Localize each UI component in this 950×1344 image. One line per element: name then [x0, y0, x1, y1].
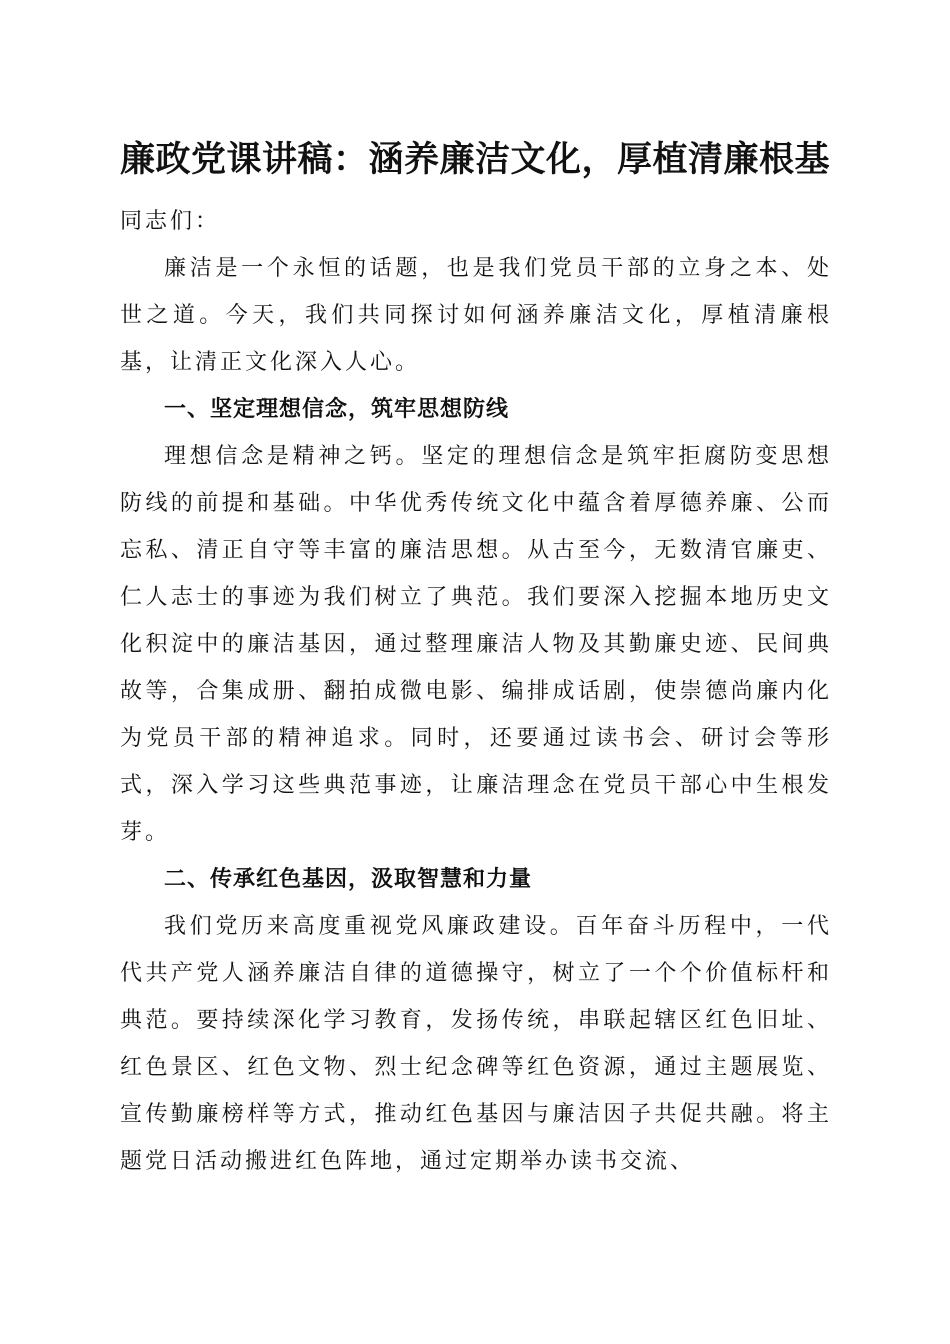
section-2-paragraph: 我们党历来高度重视党风廉政建设。百年奋斗历程中，一代代共产党人涵养廉洁自律的道德操守，树立了一个个价值标杆和典范。要持续深化学习教育，发扬传统，串联起辖区红色旧址、红色景区、红色文物、烈士纪念碑等红色资源，通过主题展览、宣传勤廉榜样等方式，推动红色基因与廉洁因子共促共融。将主题党日活动搬进红色阵地，通过定期举办读书交流、: [120, 914, 832, 1174]
salutation: 同志们：: [120, 209, 221, 234]
section-2-heading: 二、传承红色基因，汲取智慧和力量: [164, 867, 533, 892]
intro-paragraph: 廉洁是一个永恒的话题，也是我们党员干部的立身之本、处世之道。今天，我们共同探讨如何涵养廉洁文化，厚植清廉根基，让清正文化深入人心。: [120, 256, 832, 375]
document-title: 廉政党课讲稿：涵养廉洁文化，厚植清廉根基: [119, 139, 830, 180]
section-1-heading: 一、坚定理想信念，筑牢思想防线: [164, 397, 510, 422]
section-1-paragraph: 理想信念是精神之钙。坚定的理想信念是筑牢拒腐防变思想防线的前提和基础。中华优秀传统文化中蕴含着厚德养廉、公而忘私、清正自守等丰富的廉洁思想。从古至今，无数清官廉吏、仁人志士的事迹为我们树立了典范。我们要深入挖掘本地历史文化积淀中的廉洁基因，通过整理廉洁人物及其勤廉史迹、民间典故等，合集成册、翻拍成微电影、编排成话剧，使崇德尚廉内化为党员干部的精神追求。同时，还要通过读书会、研讨会等形式，深入学习这些典范事迹，让廉洁理念在党员干部心中生根发芽。: [120, 444, 832, 845]
document-body: [120, 198, 832, 1185]
